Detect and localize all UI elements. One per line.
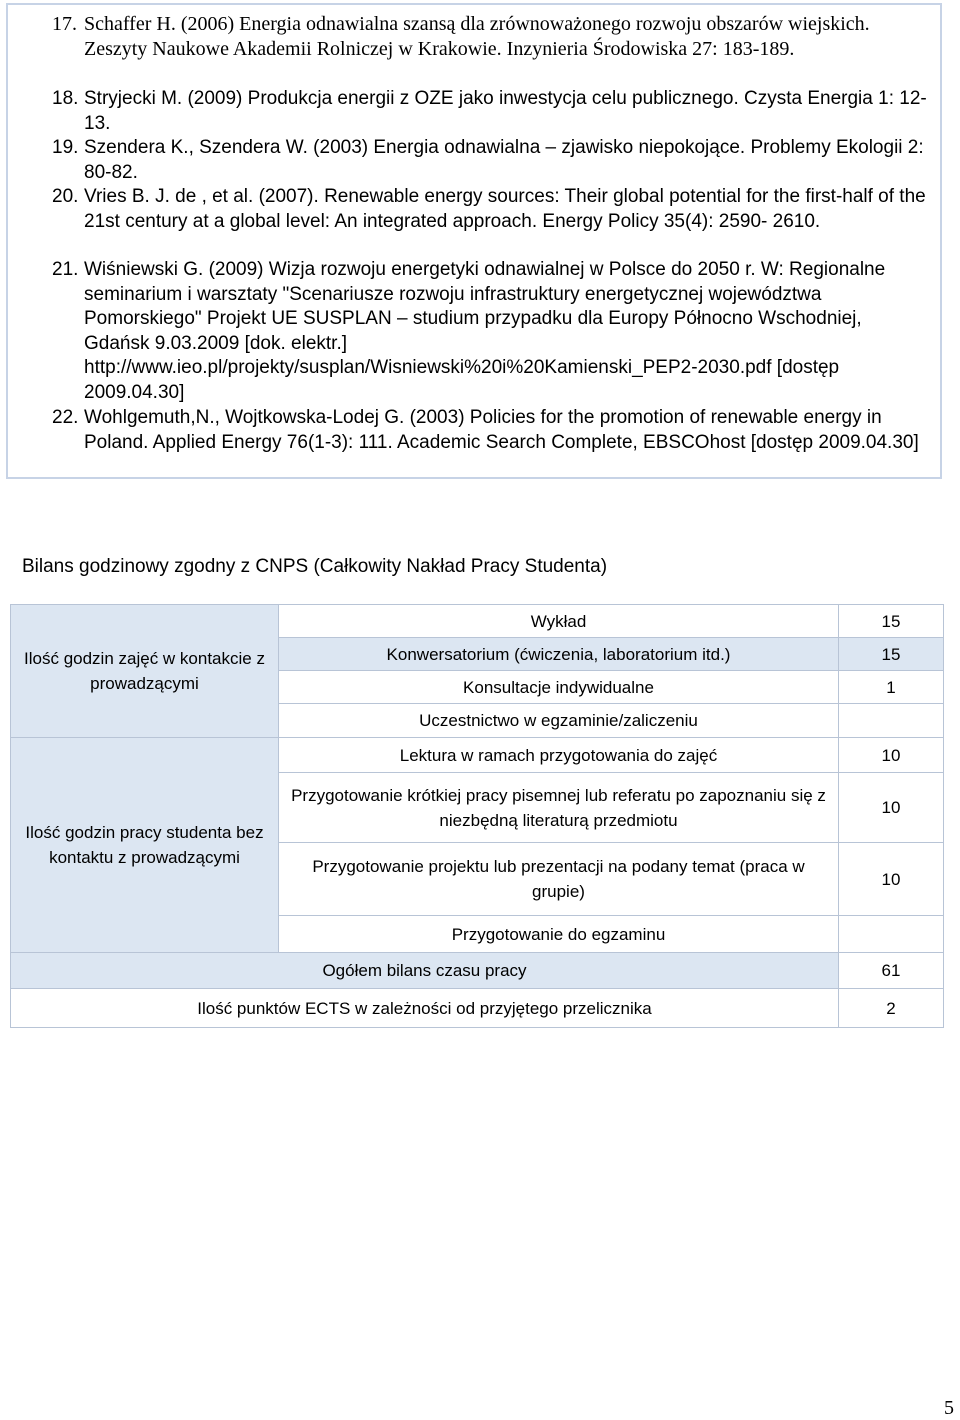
reference-number: 17. <box>52 13 77 35</box>
reference-17 <box>52 12 932 61</box>
activity-label: Konsultacje indywidualne <box>279 671 839 704</box>
hours-value: 15 <box>839 638 944 671</box>
reference-text: Stryjecki M. (2009) Produkcja energii z OZE jako inwestycja celu publicznego. Czysta Energia 1: 12-13. <box>84 88 927 134</box>
activity-label: Wykład <box>279 605 839 638</box>
activity-label: Lektura w ramach przygotowania do zajęć <box>279 738 839 773</box>
reference-21 <box>52 258 932 406</box>
reference-text: Wiśniewski G. (2009) Wizja rozwoju energetyki odnawialnej w Polsce do 2050 r. W: Regionalne seminarium i warsztaty "Scenariusze rozwoju infrastruktury energetycznej województwa Pomorskiego" Projekt UE SUSPLAN – studium przypadku dla Europy Północno Wschodniej, Gdańsk 9.03.2009 [dok. elektr.] http://www.ieo.pl/projekty/susplan/Wisniewski%20i%20Kamienski_PEP2-2030.pdf [dostęp 2009.04.30] <box>84 259 886 403</box>
table-row <box>11 738 944 773</box>
ects-label: Ilość punktów ECTS w zależności od przyjętego przelicznika <box>11 989 839 1028</box>
total-value: 61 <box>839 953 944 989</box>
hours-value: 10 <box>839 843 944 916</box>
activity-label: Przygotowanie projektu lub prezentacji na podany temat (praca w grupie) <box>279 843 839 916</box>
self-study-group-label: Ilość godzin pracy studenta bez kontaktu z prowadzącymi <box>11 738 279 953</box>
workload-table <box>10 604 944 1028</box>
reference-number: 20. <box>52 186 79 207</box>
reference-text: Wohlgemuth,N., Wojtkowska-Lodej G. (2003) Policies for the promotion of renewable energy in Poland. Applied Energy 76(1-3): 111. Academic Search Complete, EBSCOhost [dostęp 2009.04.30] <box>84 407 919 453</box>
activity-label: Uczestnictwo w egzaminie/zaliczeniu <box>279 704 839 738</box>
total-row <box>11 953 944 989</box>
activity-label: Konwersatorium (ćwiczenia, laboratorium itd.) <box>279 638 839 671</box>
ects-value: 2 <box>839 989 944 1028</box>
reference-text: Schaffer H. (2006) Energia odnawialna szansą dla zrównoważonego rozwoju obszarów wiejskich. Zeszyty Naukowe Akademii Rolniczej w Krakowie. Inzynieria Środowiska 27: 183-189. <box>84 13 870 60</box>
reference-22 <box>52 406 932 455</box>
hours-value: 10 <box>839 773 944 843</box>
total-label: Ogółem bilans czasu pracy <box>11 953 839 989</box>
reference-number: 21. <box>52 259 79 280</box>
reference-18 <box>52 87 932 136</box>
reference-20 <box>52 185 932 234</box>
activity-label: Przygotowanie krótkiej pracy pisemnej lub referatu po zapoznaniu się z niezbędną literaturą przedmiotu <box>279 773 839 843</box>
ects-row <box>11 989 944 1028</box>
hours-value: 15 <box>839 605 944 638</box>
reference-text: Vries B. J. de , et al. (2007). Renewable energy sources: Their global potential for the first-half of the 21st century at a global level: An integrated approach. Energy Policy 35(4): 2590- 2610. <box>84 186 926 232</box>
reference-number: 18. <box>52 88 79 109</box>
hours-value: 10 <box>839 738 944 773</box>
hours-value: 1 <box>839 671 944 704</box>
table-row <box>11 605 944 638</box>
activity-label: Przygotowanie do egzaminu <box>279 916 839 953</box>
reference-number: 22. <box>52 407 79 428</box>
reference-text: Szendera K., Szendera W. (2003) Energia odnawialna – zjawisko niepokojące. Problemy Ekologii 2: 80-82. <box>84 137 924 183</box>
reference-19 <box>52 136 932 185</box>
reference-number: 19. <box>52 137 79 158</box>
hours-value <box>839 704 944 738</box>
page-number: 5 <box>944 1397 954 1419</box>
hours-value <box>839 916 944 953</box>
section-heading: Bilans godzinowy zgodny z CNPS (Całkowity Nakład Pracy Studenta) <box>22 556 608 577</box>
contact-hours-group-label: Ilość godzin zajęć w kontakcie z prowadzącymi <box>11 605 279 738</box>
